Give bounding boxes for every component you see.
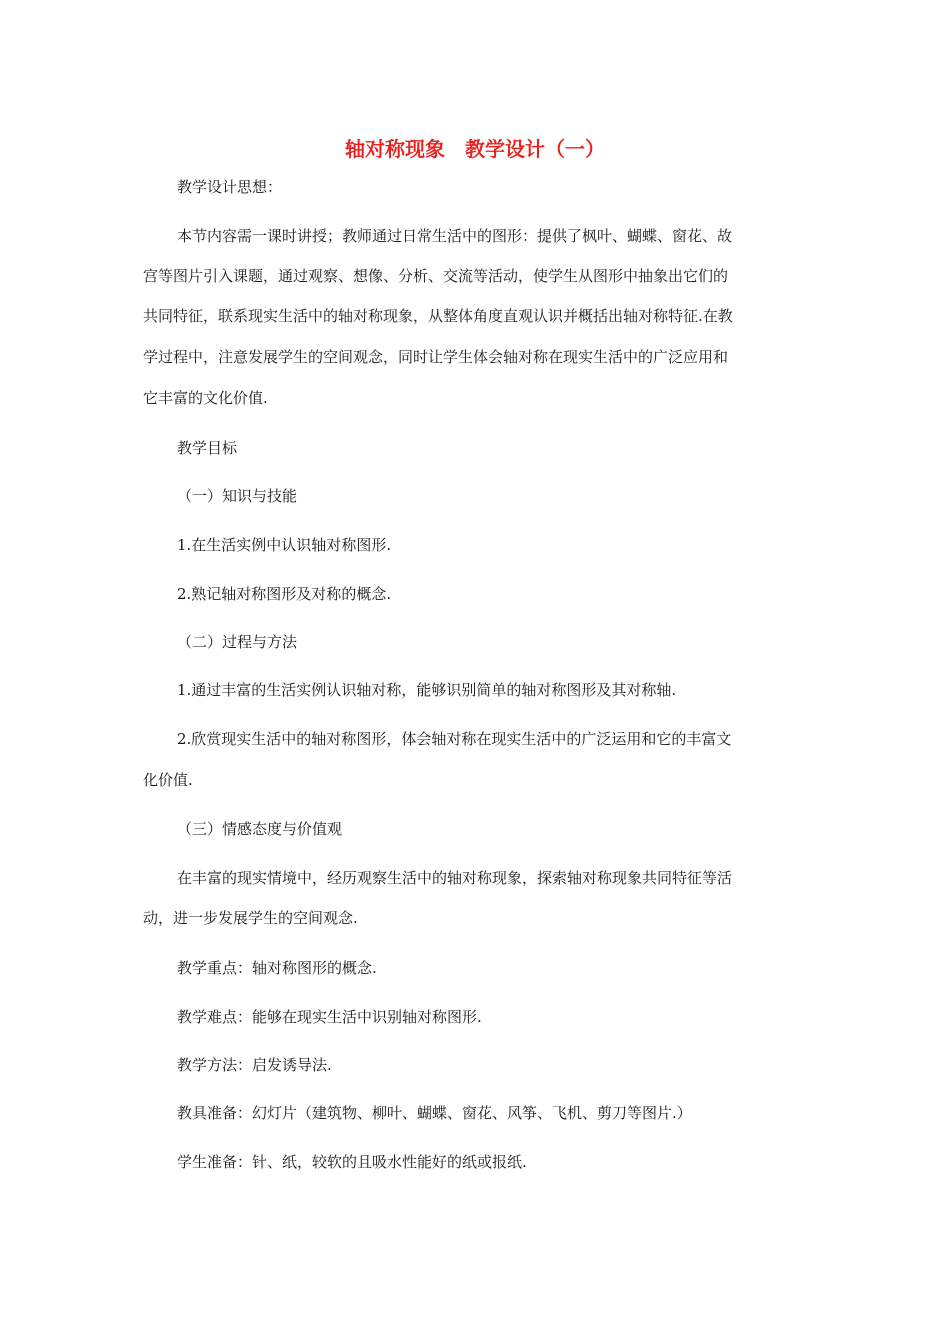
- list-item: 2.欣赏现实生活中的轴对称图形，体会轴对称在现实生活中的广泛运用和它的丰富文: [177, 730, 732, 748]
- subsection-heading-attitude: （三）情感态度与价值观: [177, 820, 343, 838]
- teaching-method: 教学方法：启发诱导法.: [177, 1056, 332, 1074]
- section-heading-design-idea: 教学设计思想：: [177, 178, 283, 196]
- document-title: 轴对称现象 教学设计（一）: [345, 137, 605, 161]
- student-preparation: 学生准备：针、纸，较软的且吸水性能好的纸或报纸.: [177, 1153, 527, 1171]
- paragraph-line: 动，进一步发展学生的空间观念.: [143, 909, 358, 927]
- key-point: 教学重点：轴对称图形的概念.: [177, 959, 377, 977]
- paragraph-line: 共同特征，联系现实生活中的轴对称现象，从整体角度直观认识并概括出轴对称特征.在教: [143, 307, 733, 325]
- list-item: 2.熟记轴对称图形及对称的概念.: [177, 585, 392, 603]
- difficult-point: 教学难点：能够在现实生活中识别轴对称图形.: [177, 1008, 482, 1026]
- list-item: 1.通过丰富的生活实例认识轴对称，能够识别简单的轴对称图形及其对称轴.: [177, 681, 677, 699]
- paragraph-line: 宫等图片引入课题，通过观察、想像、分析、交流等活动，使学生从图形中抽象出它们的: [143, 267, 729, 285]
- list-item-continuation: 化价值.: [143, 771, 193, 789]
- paragraph-line: 在丰富的现实情境中，经历观察生活中的轴对称现象，探索轴对称现象共同特征等活: [177, 869, 733, 887]
- paragraph-line: 它丰富的文化价值.: [143, 389, 268, 407]
- subsection-heading-knowledge: （一）知识与技能: [177, 487, 298, 505]
- section-heading-goals: 教学目标: [177, 439, 238, 457]
- paragraph-line: 学过程中，注意发展学生的空间观念，同时让学生体会轴对称在现实生活中的广泛应用和: [143, 348, 729, 366]
- subsection-heading-process: （二）过程与方法: [177, 633, 298, 651]
- list-item: 1.在生活实例中认识轴对称图形.: [177, 536, 392, 554]
- teaching-aids: 教具准备：幻灯片（建筑物、柳叶、蝴蝶、窗花、风筝、飞机、剪刀等图片.）: [177, 1104, 692, 1122]
- paragraph-line: 本节内容需一课时讲授；教师通过日常生活中的图形：提供了枫叶、蝴蝶、窗花、故: [177, 227, 733, 245]
